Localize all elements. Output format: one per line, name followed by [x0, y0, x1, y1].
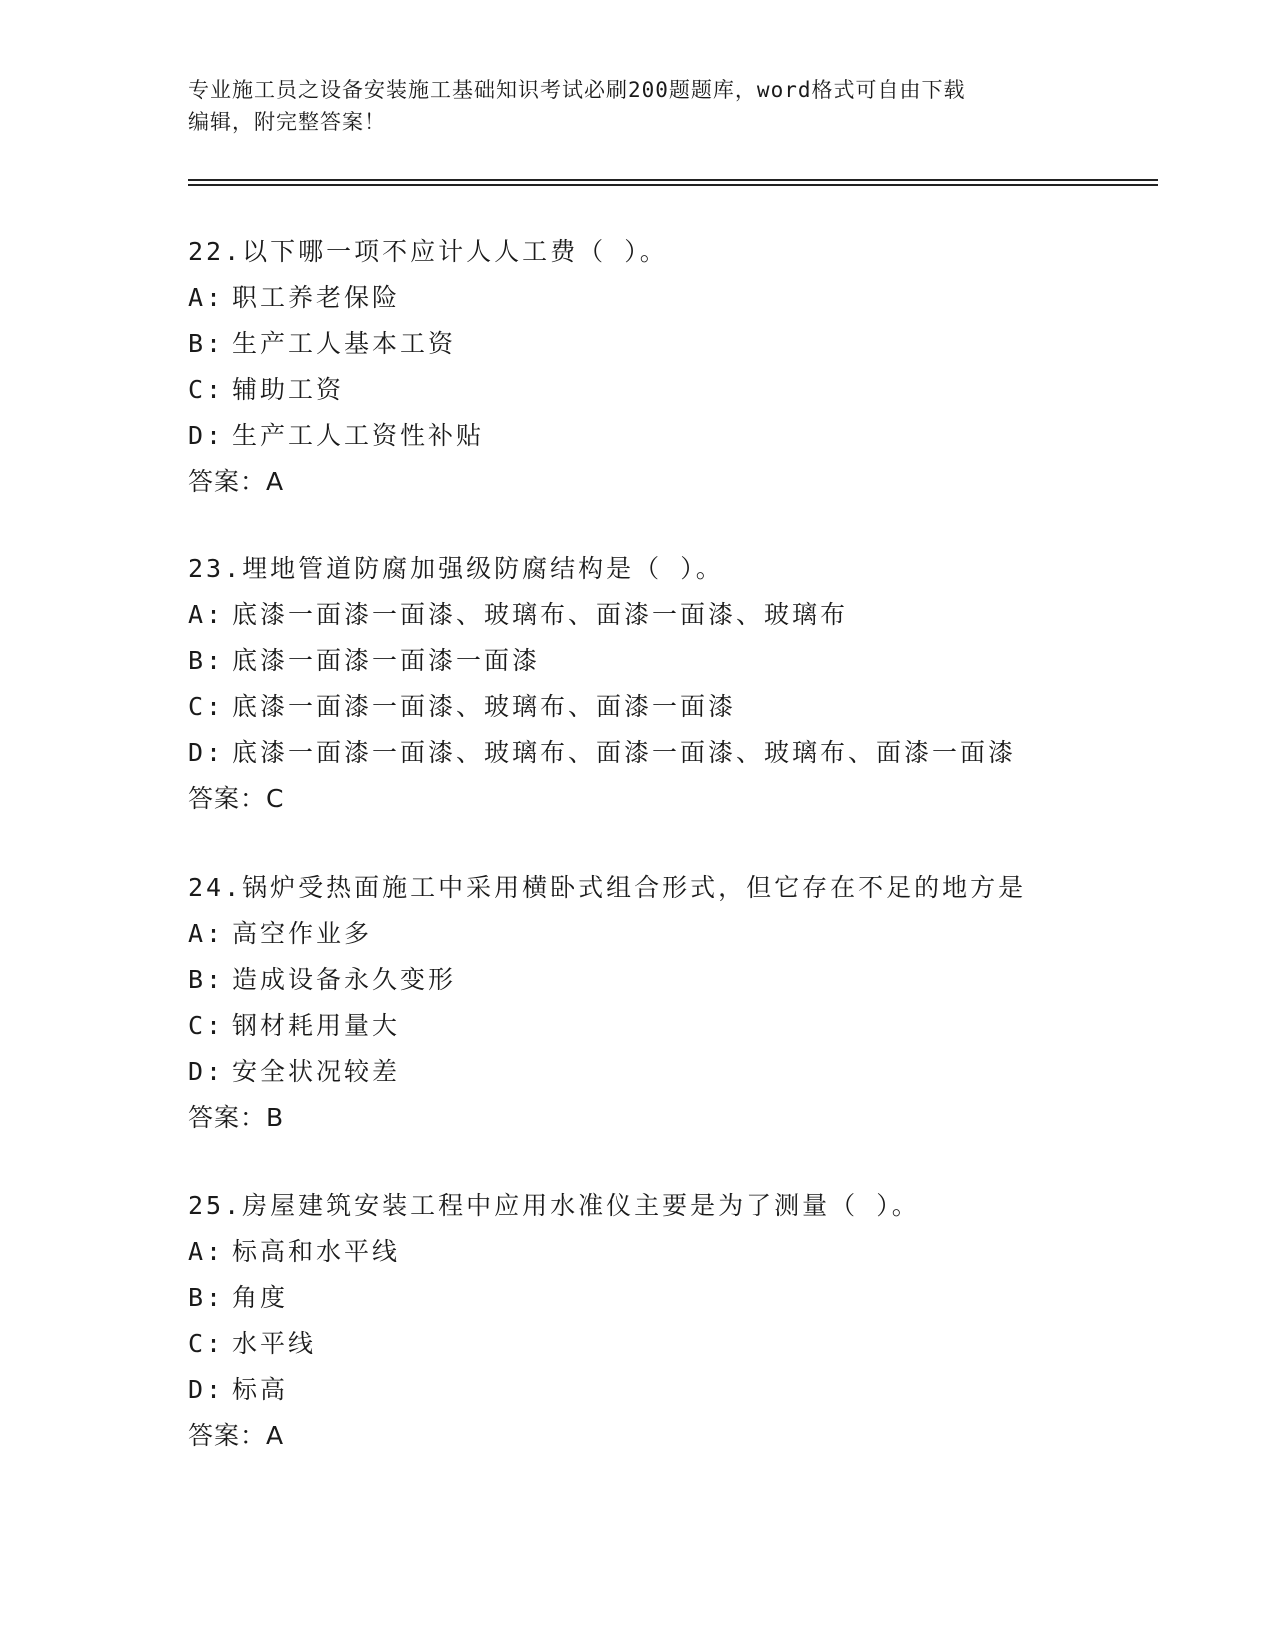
- option-c: [188, 684, 1148, 730]
- option-a: [188, 592, 1148, 638]
- option-c: [188, 1003, 1148, 1049]
- option-text: 钢材耗用量大: [232, 1011, 401, 1040]
- option-key: B:: [188, 965, 225, 994]
- option-text: 角度: [232, 1283, 289, 1312]
- option-text: 标高和水平线: [232, 1237, 401, 1266]
- option-c: [188, 1321, 1148, 1367]
- question-stem: 22.以下哪一项不应计人人工费（ ）。: [188, 237, 668, 266]
- option-key: A:: [188, 919, 225, 948]
- option-c: [188, 367, 1148, 413]
- question-25: [188, 1183, 1148, 1459]
- option-key: A:: [188, 283, 225, 312]
- option-key: D:: [188, 1057, 225, 1086]
- option-key: C:: [188, 1329, 225, 1358]
- option-text: 辅助工资: [232, 375, 345, 404]
- option-a: [188, 275, 1148, 321]
- option-text: 职工养老保险: [232, 283, 401, 312]
- question-stem: 23.埋地管道防腐加强级防腐结构是（ ）。: [188, 554, 724, 583]
- option-key: B:: [188, 646, 225, 675]
- option-key: A:: [188, 600, 225, 629]
- option-d: [188, 1367, 1148, 1413]
- option-d: [188, 1049, 1148, 1095]
- option-key: C:: [188, 375, 225, 404]
- option-a: [188, 911, 1148, 957]
- option-key: C:: [188, 1011, 225, 1040]
- option-text: 水平线: [232, 1329, 317, 1358]
- option-key: D:: [188, 738, 225, 767]
- option-text: 底漆一面漆一面漆、玻璃布、面漆一面漆、玻璃布、面漆一面漆: [232, 738, 1017, 767]
- option-text: 标高: [232, 1375, 289, 1404]
- header-divider-bottom: [188, 184, 1158, 186]
- option-b: [188, 638, 1148, 684]
- question-stem: 25.房屋建筑安装工程中应用水准仪主要是为了测量（ ）。: [188, 1191, 920, 1220]
- answer-line: 答案：B: [188, 1103, 285, 1132]
- option-key: C:: [188, 692, 225, 721]
- header-title-line-2: 编辑，附完整答案！: [188, 110, 386, 134]
- answer-line: 答案：A: [188, 1421, 285, 1450]
- option-key: B:: [188, 329, 225, 358]
- question-24: [188, 865, 1148, 1141]
- option-text: 生产工人基本工资: [232, 329, 457, 358]
- option-b: [188, 321, 1148, 367]
- option-text: 底漆一面漆一面漆一面漆: [232, 646, 541, 675]
- option-key: B:: [188, 1283, 225, 1312]
- option-a: [188, 1229, 1148, 1275]
- option-key: D:: [188, 421, 225, 450]
- option-text: 底漆一面漆一面漆、玻璃布、面漆一面漆: [232, 692, 737, 721]
- option-b: [188, 957, 1148, 1003]
- option-text: 高空作业多: [232, 919, 373, 948]
- answer-line: 答案：A: [188, 467, 285, 496]
- option-text: 造成设备永久变形: [232, 965, 457, 994]
- option-b: [188, 1275, 1148, 1321]
- answer-line: 答案：C: [188, 784, 285, 813]
- option-text: 生产工人工资性补贴: [232, 421, 485, 450]
- question-stem: 24.锅炉受热面施工中采用横卧式组合形式，但它存在不足的地方是: [188, 873, 1027, 902]
- header-divider-top: [188, 179, 1158, 181]
- header-title-line-1: 专业施工员之设备安装施工基础知识考试必刷200题题库，word格式可自由下载: [188, 78, 966, 102]
- option-key: D:: [188, 1375, 225, 1404]
- option-key: A:: [188, 1237, 225, 1266]
- document-header: [188, 74, 1088, 138]
- question-23: [188, 546, 1148, 822]
- option-d: [188, 413, 1148, 459]
- option-text: 安全状况较差: [232, 1057, 401, 1086]
- option-d: [188, 730, 1148, 776]
- option-text: 底漆一面漆一面漆、玻璃布、面漆一面漆、玻璃布: [232, 600, 849, 629]
- question-22: [188, 229, 1148, 505]
